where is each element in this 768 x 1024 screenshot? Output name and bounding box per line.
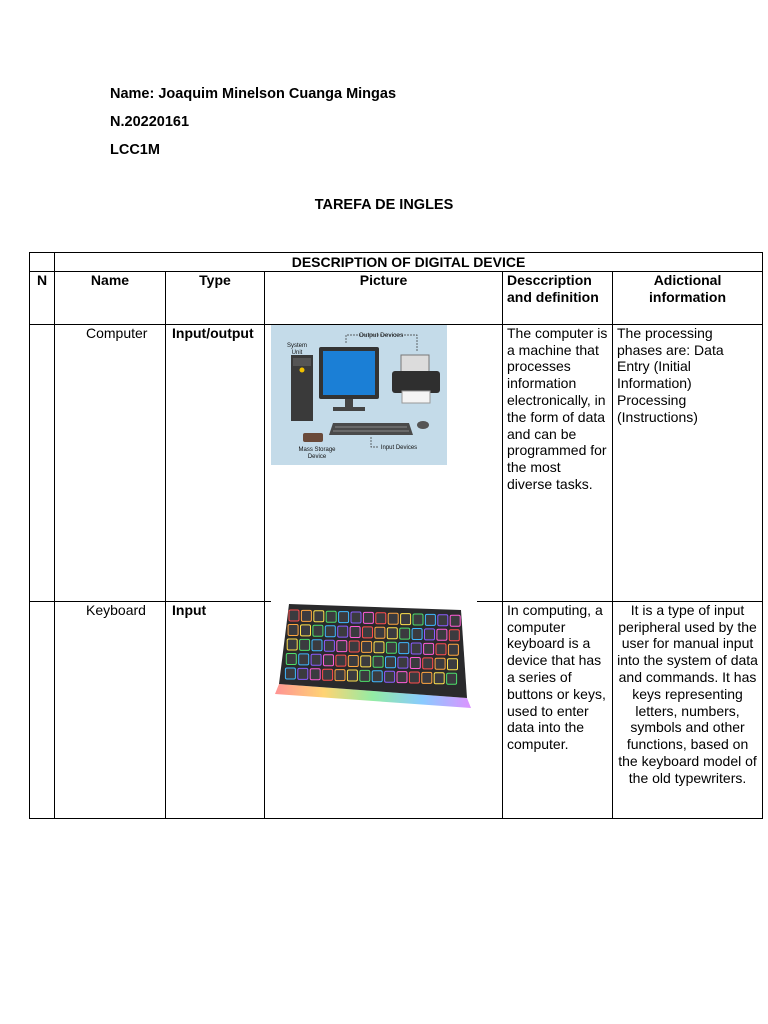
row-picture-cell <box>265 324 503 601</box>
keyboard-picture <box>271 600 477 740</box>
keycap <box>422 672 432 683</box>
keycap <box>363 627 373 638</box>
student-number: N.20220161 <box>110 114 190 130</box>
keycap <box>336 655 346 666</box>
keycap <box>437 629 447 640</box>
keycap <box>339 611 349 622</box>
row-number <box>30 324 55 601</box>
keycap <box>360 670 370 681</box>
keycap <box>338 626 348 637</box>
keycap <box>450 615 460 626</box>
keycap <box>288 624 298 635</box>
keycap <box>412 628 422 639</box>
keycap <box>361 656 371 667</box>
keycap <box>300 639 310 650</box>
class-code: LCC1M <box>110 142 160 158</box>
keycap <box>301 610 311 621</box>
keycap <box>372 671 382 682</box>
keycap <box>324 640 334 651</box>
keycap <box>324 654 334 665</box>
computer-picture <box>271 325 447 465</box>
keycap <box>424 643 434 654</box>
keycap <box>435 658 445 669</box>
keycap <box>397 671 407 682</box>
keycap <box>448 644 458 655</box>
keycap <box>301 625 311 636</box>
keycap <box>376 613 386 624</box>
keycap <box>325 625 335 636</box>
keycap <box>385 671 395 682</box>
keycap <box>314 611 324 622</box>
row-device-name: Computer <box>55 324 166 601</box>
keycap <box>447 673 457 684</box>
keycap <box>400 628 410 639</box>
keycap <box>411 643 421 654</box>
keycap <box>410 657 420 668</box>
col-header-picture: Picture <box>265 271 503 324</box>
label-mass-storage-2: Device <box>307 453 327 460</box>
keycap <box>388 613 398 624</box>
row-additional-info: It is a type of input peripheral used by the user for manual input into the system of data and commands. It has keys representing letters, numbers, symbols and other functions, based on the keyboard model of the old typewriters. <box>613 601 763 818</box>
keycap <box>423 658 433 669</box>
keycap <box>434 673 444 684</box>
keycap <box>448 658 458 669</box>
keycap <box>312 640 322 651</box>
keycap <box>349 641 359 652</box>
assignment-title: TAREFA DE INGLES <box>314 197 454 213</box>
label-system-unit-2: Unit <box>291 349 303 356</box>
keycap <box>310 669 320 680</box>
keycap <box>313 625 323 636</box>
row-device-name: Keyboard <box>55 601 166 818</box>
row-number <box>30 601 55 818</box>
col-header-n: N <box>30 271 55 324</box>
keycap <box>289 610 299 621</box>
keycap <box>350 626 360 637</box>
keycap <box>387 627 397 638</box>
keycap <box>436 644 446 655</box>
keycap <box>401 613 411 624</box>
table-caption: DESCRIPTION OF DIGITAL DEVICE <box>55 253 763 272</box>
keycap <box>286 653 296 664</box>
keycap <box>363 612 373 623</box>
keycap <box>425 629 435 640</box>
keycap <box>323 669 333 680</box>
table-caption-row <box>30 253 763 272</box>
device-table <box>29 252 763 819</box>
col-header-additional: Adictional information <box>613 271 763 324</box>
row-description: In computing, a computer keyboard is a device that has a series of buttons or keys, used to enter data into the computer. <box>503 601 613 818</box>
keycap <box>409 672 419 683</box>
keycap <box>399 642 409 653</box>
row-additional-info: The processing phases are: Data Entry (Initial Information) Processing (Instructions) <box>613 324 763 601</box>
label-system-unit-1: System <box>286 342 308 349</box>
keycap <box>386 656 396 667</box>
keycap <box>374 642 384 653</box>
col-header-name: Name <box>55 271 166 324</box>
table-row <box>30 324 763 601</box>
keycap <box>348 655 358 666</box>
keycap <box>287 639 297 650</box>
keycap <box>449 629 459 640</box>
keycap <box>425 614 435 625</box>
keycap <box>285 668 295 679</box>
label-output-devices: Output Devices <box>358 331 404 339</box>
row-picture-cell <box>265 601 503 818</box>
keycap <box>375 627 385 638</box>
student-name: Name: Joaquim Minelson Cuanga Mingas <box>110 86 397 102</box>
row-device-type: Input/output <box>166 324 265 601</box>
label-input-devices: Input Devices <box>380 444 418 451</box>
row-description: The computer is a machine that processes information electronically, in the form of data and can be programmed for the most diverse tasks. <box>503 324 613 601</box>
label-mass-storage-1: Mass Storage <box>298 446 336 453</box>
row-device-type: Input <box>166 601 265 818</box>
keycap <box>299 654 309 665</box>
keycap <box>335 669 345 680</box>
keycap <box>413 614 423 625</box>
keycap <box>347 670 357 681</box>
col-header-description: Desccription and definition <box>503 271 613 324</box>
table-row <box>30 601 763 818</box>
table-header-row <box>30 271 763 324</box>
keycap <box>438 615 448 626</box>
keycap <box>362 641 372 652</box>
keycap <box>351 612 361 623</box>
col-header-type: Type <box>166 271 265 324</box>
keycap <box>398 657 408 668</box>
keycap <box>298 668 308 679</box>
keycap <box>326 611 336 622</box>
keycap <box>337 640 347 651</box>
keycap <box>373 656 383 667</box>
keycap <box>386 642 396 653</box>
keycap <box>311 654 321 665</box>
